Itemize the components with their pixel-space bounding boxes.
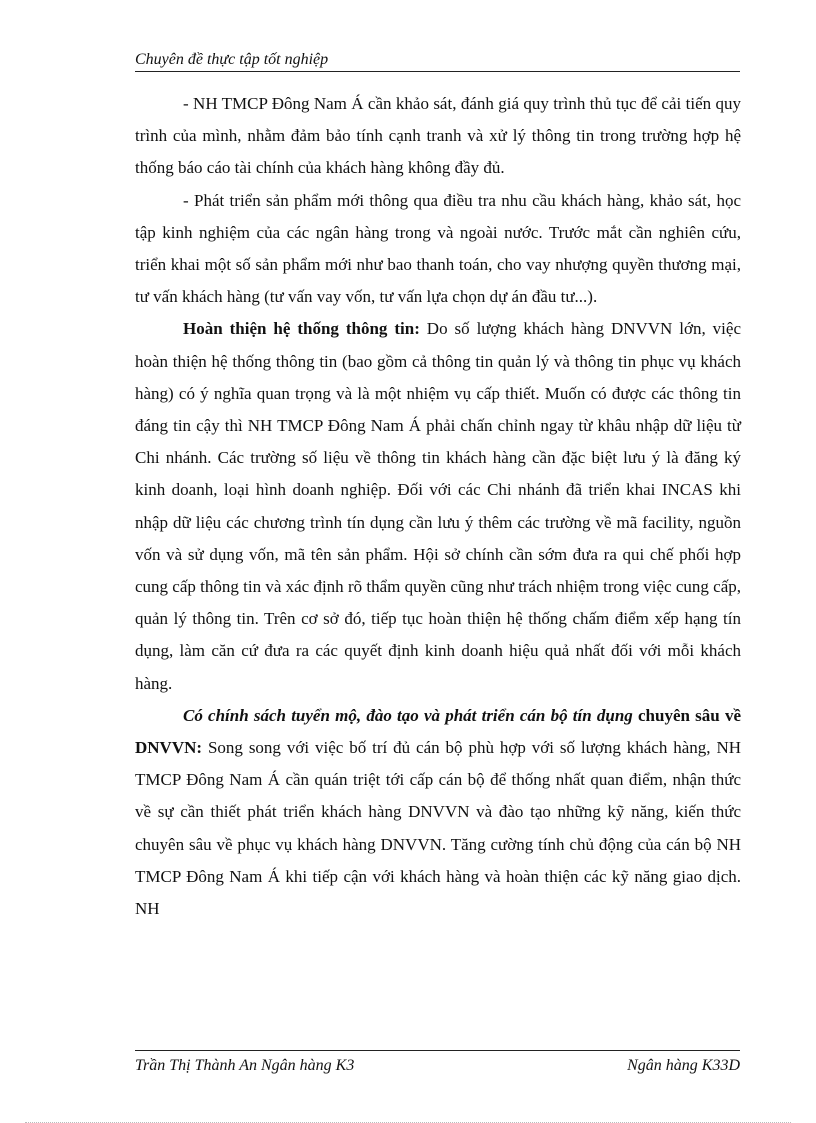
paragraph-information-system — [135, 313, 741, 699]
page-header — [135, 50, 740, 72]
paragraph-staff-training — [135, 700, 741, 925]
paragraph-text: Song song với việc bố trí đủ cán bộ phù hợp với số lượng khách hàng, NH TMCP Đông Nam Á cần quán triệt tới cấp cán bộ để thống nhất quan điểm, nhận thức về sự cần thiết phát triển khách hàng DNVVN và đào tạo những kỹ năng, kiến thức chuyên sâu về phục vụ khách hàng DNVVN. Tăng cường tính chủ động của cán bộ NH TMCP Đông Nam Á khi tiếp cận với khách hàng và hoàn thiện các kỹ năng giao dịch. NH — [135, 738, 741, 919]
paragraph-lead-heading: Hoàn thiện hệ thống thông tin: — [183, 319, 420, 339]
document-body — [135, 88, 741, 925]
paragraph-text: - NH TMCP Đông Nam Á cần khảo sát, đánh giá quy trình thủ tục để cải tiến quy trình của mình, nhằm đảm bảo tính cạnh tranh và xử lý thông tin trong trường hợp hệ thống báo cáo tài chính của khách hàng không đầy đủ. — [135, 94, 741, 178]
paragraph-process-review — [135, 88, 741, 185]
paragraph-lead-heading: chuyên sâu về DNVVN: — [135, 705, 741, 758]
page-footer — [135, 1050, 740, 1076]
footer-author: Trần Thị Thành An Ngân hàng K3 — [135, 1057, 355, 1074]
paragraph-text: Do số lượng khách hàng DNVVN lớn, việc hoàn thiện hệ thống thông tin (bao gồm cả thông tin quản lý và thông tin phục vụ khách hàng) có ý nghĩa quan trọng và là một nhiệm vụ cấp thiết. Muốn có được các thông tin đáng tin cậy thì NH TMCP Đông Nam Á phải chấn chỉnh ngay từ khâu nhập dữ liệu từ Chi nhánh. Các trường số liệu về thông tin khách hàng cần đặc biệt lưu ý là đăng ký kinh doanh, loại hình doanh nghiệp. Đối với các Chi nhánh đã triển khai INCAS khi nhập dữ liệu các chương trình tín dụng cần lưu ý thêm các trường về mã facility, nguồn vốn và sử dụng vốn, mã tên sản phẩm. Hội sở chính cần sớm đưa ra qui chế phối hợp cung cấp thông tin và xác định rõ thẩm quyền cũng như trách nhiệm trong việc cung cấp, quản lý thông tin. Trên cơ sở đó, tiếp tục hoàn thiện hệ thống chấm điểm xếp hạng tín dụng, làm căn cứ đưa ra các quyết định kinh doanh hiệu quả nhất đối với mỗi khách hàng. — [135, 319, 741, 693]
paragraph-new-products — [135, 185, 741, 314]
header-title: Chuyên đề thực tập tốt nghiệp — [135, 51, 329, 68]
paragraph-text: - Phát triển sản phẩm mới thông qua điều tra nhu cầu khách hàng, khảo sát, học tập kinh nghiệm của các ngân hàng trong và ngoài nước. Trước mắt cần nghiên cứu, triển khai một số sản phẩm mới như bao thanh toán, cho vay nhượng quyền thương mại, tư vấn khách hàng (tư vấn vay vốn, tư vấn lựa chọn dự án đầu tư...). — [135, 190, 741, 307]
paragraph-lead-heading-italic: Có chính sách tuyển mộ, đào tạo và phát triển cán bộ tín dụng — [183, 705, 633, 725]
footer-class: Ngân hàng K33D — [627, 1057, 740, 1074]
